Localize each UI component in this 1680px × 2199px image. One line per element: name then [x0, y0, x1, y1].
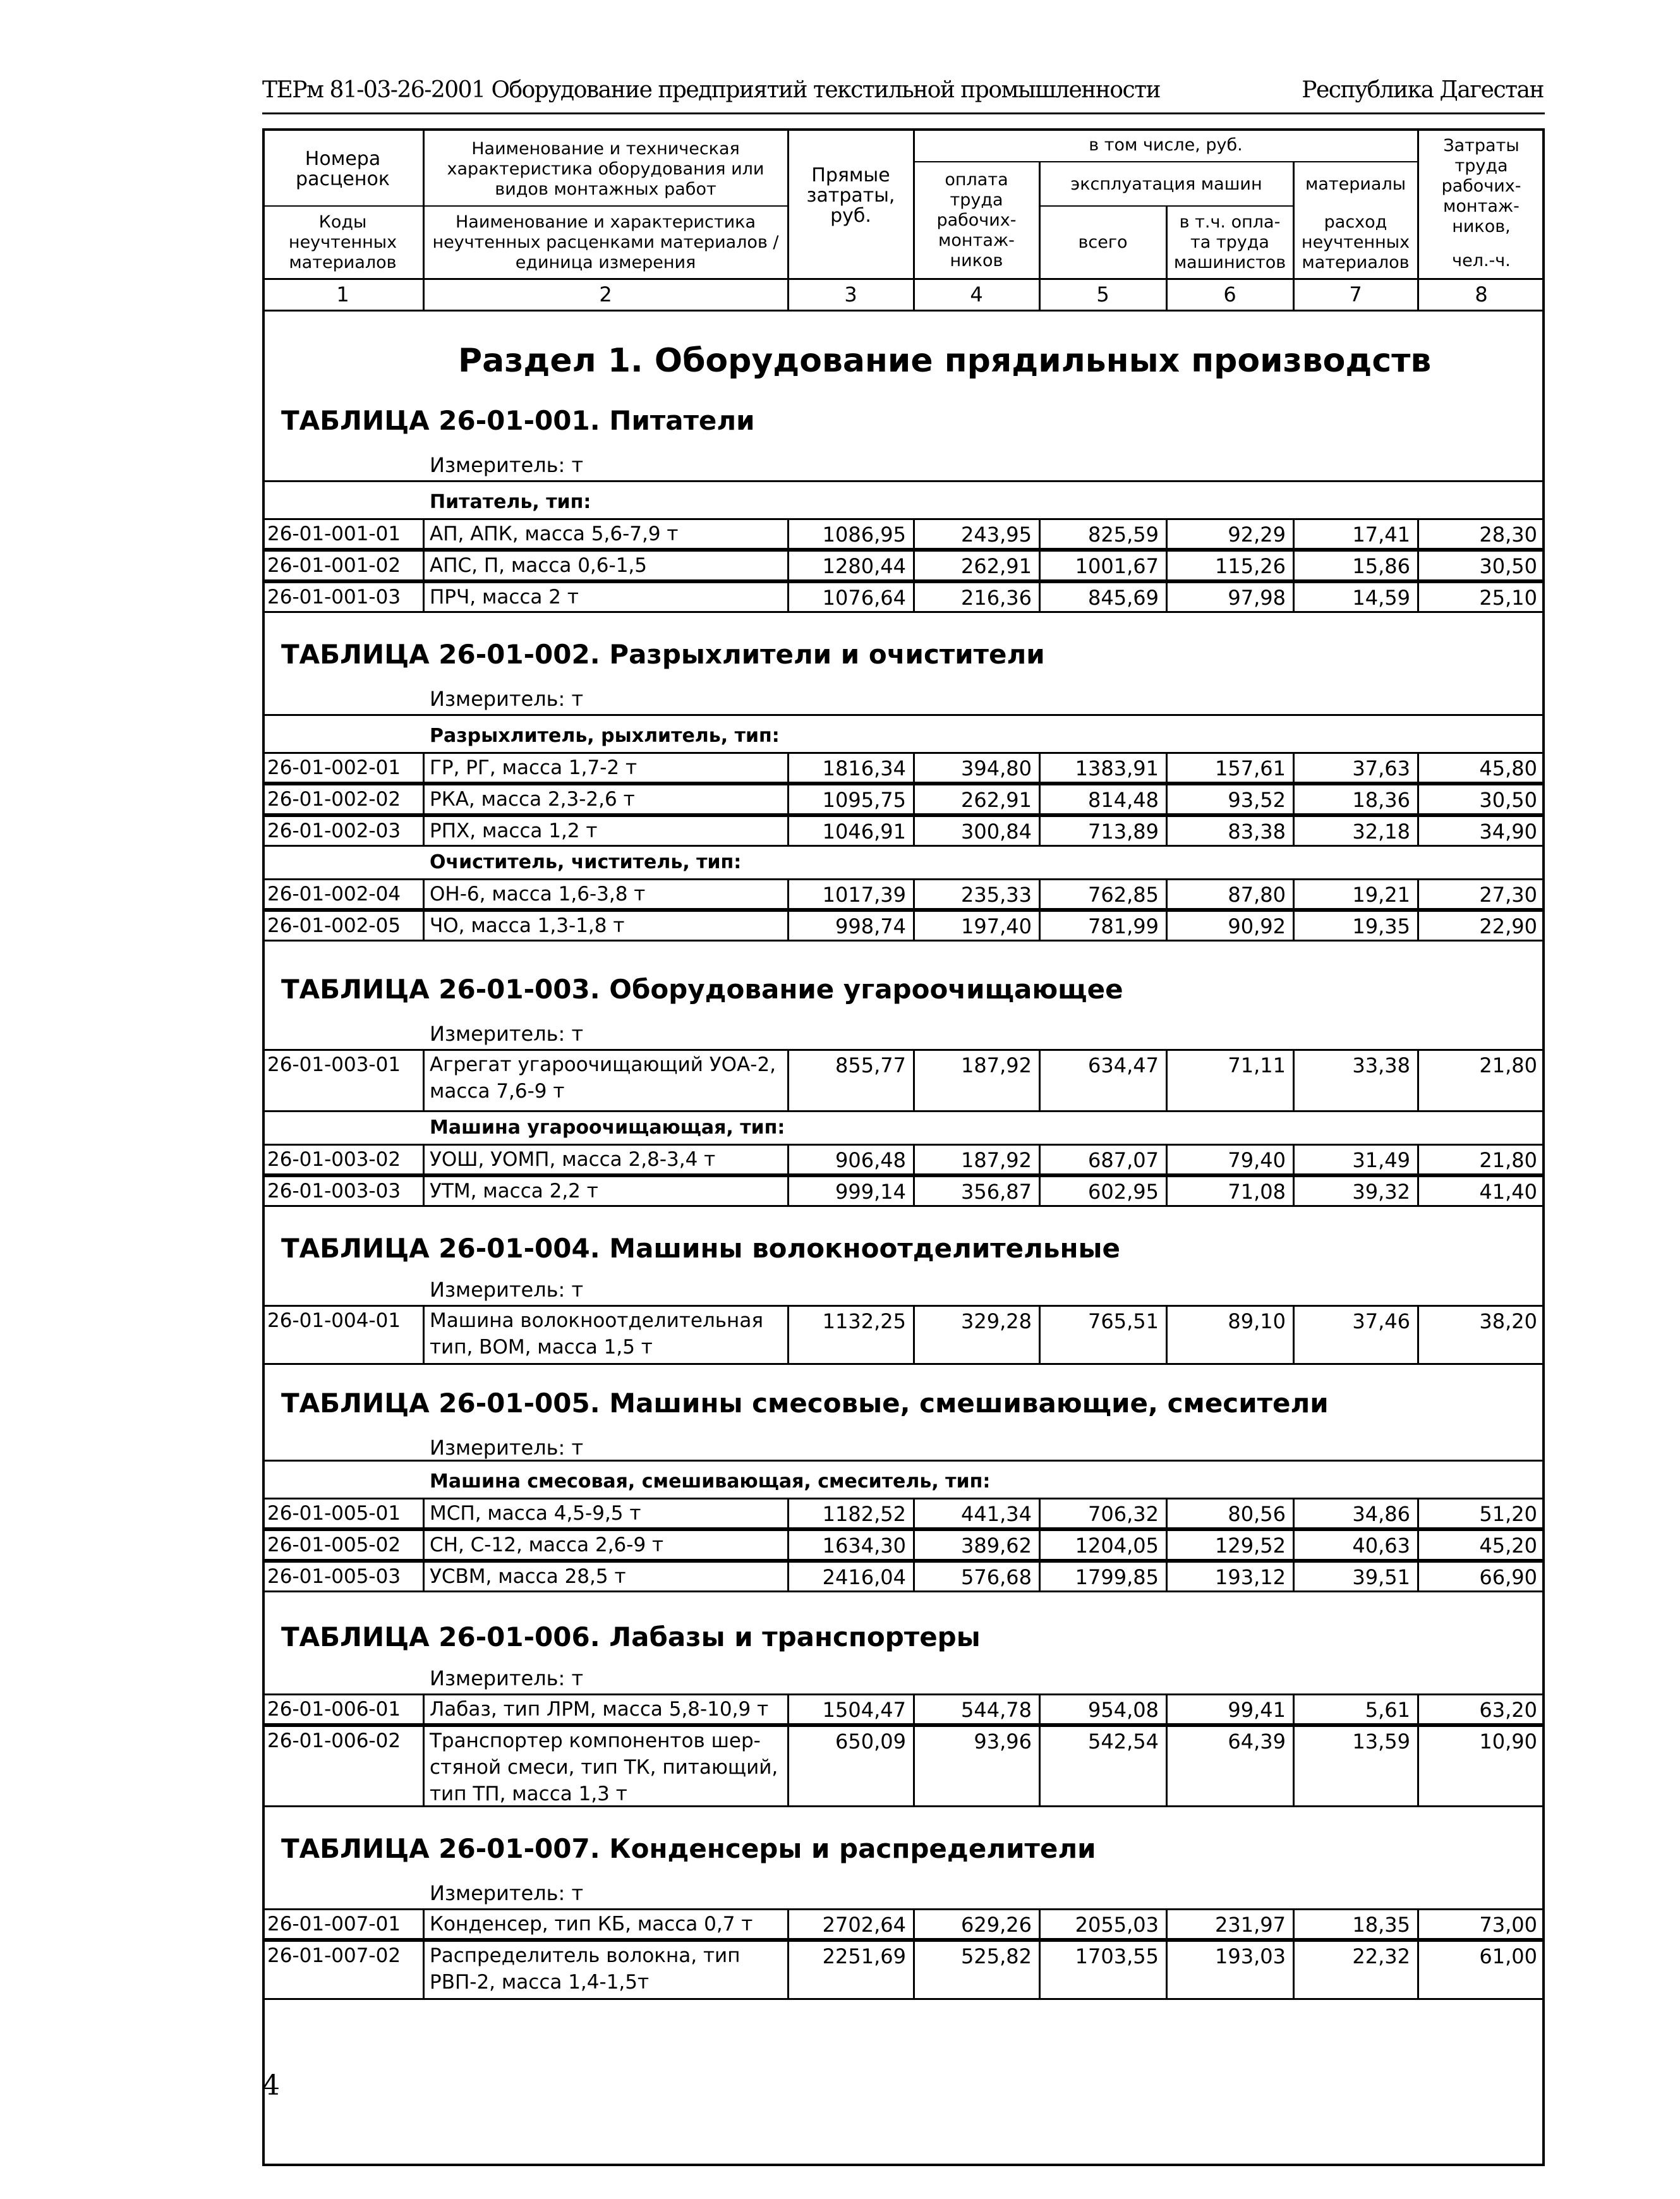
numeric-value: 1132,25	[822, 1309, 906, 1333]
rate-code: 26-01-005-03	[267, 1565, 401, 1588]
numeric-value: 61,00	[1479, 1944, 1537, 1968]
section-rule	[262, 1908, 1545, 1910]
table-title: ТАБЛИЦА 26-01-001. Питатели	[281, 405, 755, 436]
column-number: 1	[336, 282, 349, 306]
column-number: 2	[599, 282, 612, 306]
item-name: РВП-2, масса 1,4-1,5т	[430, 1971, 650, 1994]
col2-header-bottom: Наименование и характеристика неучтенных расценками материалов / единица измерения	[432, 212, 779, 272]
column-number: 4	[970, 282, 983, 306]
numeric-value: 63,20	[1479, 1698, 1537, 1722]
section-rule	[262, 278, 1545, 280]
rate-code: 26-01-007-02	[267, 1944, 401, 1967]
group-heading: Машина смесовая, смешивающая, смеситель, тип:	[430, 1470, 991, 1493]
table-title: ТАБЛИЦА 26-01-003. Оборудование угароочищающее	[281, 974, 1123, 1005]
numeric-value: 394,80	[961, 756, 1032, 780]
section-rule	[262, 611, 1545, 613]
section-rule	[262, 1590, 1545, 1592]
rate-code: 26-01-005-02	[267, 1534, 401, 1556]
numeric-value: 39,51	[1352, 1565, 1410, 1589]
numeric-value: 10,90	[1479, 1730, 1537, 1754]
numeric-value: 73,00	[1479, 1913, 1537, 1937]
numeric-value: 41,40	[1479, 1180, 1537, 1204]
section-rule	[262, 1363, 1545, 1365]
numeric-value: 602,95	[1088, 1180, 1159, 1204]
col6-header: в т.ч. опла-та труда машинистов	[1173, 212, 1286, 272]
numeric-value: 1816,34	[822, 756, 906, 780]
item-name: ГР, РГ, масса 1,7-2 т	[430, 756, 638, 779]
numeric-value: 1799,85	[1075, 1565, 1159, 1589]
numeric-value: 706,32	[1088, 1502, 1159, 1526]
item-name: УОШ, УОМП, масса 2,8-3,4 т	[430, 1148, 716, 1171]
numeric-value: 40,63	[1352, 1534, 1410, 1558]
column-number: 8	[1475, 282, 1488, 306]
rate-code: 26-01-001-02	[267, 554, 401, 577]
column-divider	[423, 1908, 425, 1940]
numeric-value: 22,32	[1352, 1944, 1410, 1968]
running-header-title: ТЕРм 81-03-26-2001 Оборудование предприятий текстильной промышленности	[262, 77, 1161, 103]
unit-label: Измеритель: т	[430, 1278, 584, 1302]
numeric-value: 89,10	[1228, 1309, 1286, 1333]
section-rule	[262, 1110, 1545, 1112]
col7-header: расход неучтенных материалов	[1301, 212, 1410, 272]
column-divider	[423, 1049, 425, 1112]
numeric-value: 542,54	[1088, 1730, 1159, 1754]
numeric-value: 37,46	[1352, 1309, 1410, 1333]
numeric-value: 1204,05	[1075, 1534, 1159, 1558]
numeric-value: 2251,69	[822, 1944, 906, 1968]
section-rule	[262, 310, 1545, 312]
section-rule	[262, 752, 1545, 754]
item-name: СН, С-12, масса 2,6-9 т	[430, 1534, 664, 1556]
section-rule	[262, 550, 1545, 552]
numeric-value: 713,89	[1088, 820, 1159, 844]
numeric-value: 650,09	[835, 1730, 906, 1754]
rate-code: 26-01-003-02	[267, 1148, 401, 1171]
section-rule	[262, 815, 1545, 817]
section-rule	[262, 1805, 1545, 1807]
numeric-value: 193,12	[1215, 1565, 1286, 1589]
numeric-value: 87,80	[1228, 883, 1286, 907]
numeric-value: 634,47	[1088, 1053, 1159, 1077]
numeric-value: 1703,55	[1075, 1944, 1159, 1968]
numeric-value: 97,98	[1228, 586, 1286, 610]
col4-header: оплата труда рабочих-монтаж-ников	[936, 170, 1017, 270]
numeric-value: 1383,91	[1075, 756, 1159, 780]
numeric-value: 1076,64	[822, 586, 906, 610]
numeric-value: 2702,64	[822, 1913, 906, 1937]
item-name: Агрегат угароочищающий УОА-2,	[430, 1053, 777, 1076]
section-rule	[262, 878, 1545, 880]
table-title: ТАБЛИЦА 26-01-007. Конденсеры и распределители	[281, 1833, 1096, 1864]
numeric-value: 30,50	[1479, 788, 1537, 812]
section-rule	[262, 940, 1545, 942]
column-divider	[423, 1693, 425, 1725]
numeric-value: 781,99	[1088, 914, 1159, 938]
numeric-value: 39,32	[1352, 1180, 1410, 1204]
col5-header: всего	[1078, 233, 1128, 252]
col8-header: Затраты труда рабочих-монтаж-ников,	[1441, 136, 1521, 236]
numeric-value: 115,26	[1215, 554, 1286, 578]
numeric-value: 193,03	[1215, 1944, 1286, 1968]
numeric-value: 999,14	[835, 1180, 906, 1204]
materials-header: материалы	[1305, 174, 1406, 194]
numeric-value: 17,41	[1352, 523, 1410, 547]
table-title: ТАБЛИЦА 26-01-006. Лабазы и транспортеры	[281, 1621, 981, 1652]
numeric-value: 90,92	[1228, 914, 1286, 938]
col1-header-bottom: Коды неучтенных материалов	[288, 212, 397, 272]
numeric-value: 243,95	[961, 523, 1032, 547]
rate-code: 26-01-006-02	[267, 1730, 401, 1752]
section-rule	[262, 1175, 1545, 1177]
numeric-value: 825,59	[1088, 523, 1159, 547]
section-rule	[262, 1144, 1545, 1146]
item-name: Распределитель волокна, тип	[430, 1944, 740, 1967]
numeric-value: 300,84	[961, 820, 1032, 844]
row-rule	[262, 205, 788, 207]
numeric-value: 18,35	[1352, 1913, 1410, 1937]
item-name: РПХ, масса 1,2 т	[430, 820, 598, 842]
numeric-value: 525,82	[961, 1944, 1032, 1968]
numeric-value: 129,52	[1215, 1534, 1286, 1558]
numeric-value: 762,85	[1088, 883, 1159, 907]
column-divider	[423, 518, 425, 550]
section-rule	[262, 518, 1545, 520]
numeric-value: 687,07	[1088, 1148, 1159, 1172]
numeric-value: 18,36	[1352, 788, 1410, 812]
item-name: РКА, масса 2,3-2,6 т	[430, 788, 635, 811]
numeric-value: 765,51	[1088, 1309, 1159, 1333]
numeric-value: 22,90	[1479, 914, 1537, 938]
col8-header-unit: чел.-ч.	[1452, 250, 1511, 270]
rate-code: 26-01-002-01	[267, 756, 401, 779]
numeric-value: 1182,52	[822, 1502, 906, 1526]
section-rule	[262, 581, 1545, 583]
numeric-value: 262,91	[961, 788, 1032, 812]
column-divider	[423, 1940, 425, 2000]
numeric-value: 14,59	[1352, 586, 1410, 610]
numeric-value: 30,50	[1479, 554, 1537, 578]
page-number: 4	[262, 2069, 280, 2102]
item-name: АП, АПК, масса 5,6-7,9 т	[430, 523, 679, 545]
rate-code: 26-01-004-01	[267, 1309, 401, 1332]
column-divider	[423, 910, 425, 942]
numeric-value: 80,56	[1228, 1502, 1286, 1526]
item-name: Лабаз, тип ЛРМ, масса 5,8-10,9 т	[430, 1698, 769, 1721]
numeric-value: 37,63	[1352, 756, 1410, 780]
item-name: МСП, масса 4,5-9,5 т	[430, 1502, 641, 1525]
numeric-value: 157,61	[1215, 756, 1286, 780]
section-rule	[262, 1561, 1545, 1563]
column-divider	[423, 1175, 425, 1207]
numeric-value: 187,92	[961, 1148, 1032, 1172]
rate-code: 26-01-002-04	[267, 883, 401, 906]
header-rule	[262, 112, 1545, 114]
table-title: ТАБЛИЦА 26-01-005. Машины смесовые, смешивающие, смесители	[281, 1388, 1329, 1419]
item-name: ОН-6, масса 1,6-3,8 т	[430, 883, 646, 906]
rate-code: 26-01-007-01	[267, 1913, 401, 1935]
rate-code: 26-01-002-03	[267, 820, 401, 842]
rate-code: 26-01-003-03	[267, 1180, 401, 1202]
numeric-value: 33,38	[1352, 1053, 1410, 1077]
numeric-value: 2416,04	[822, 1565, 906, 1589]
numeric-value: 19,35	[1352, 914, 1410, 938]
numeric-value: 31,49	[1352, 1148, 1410, 1172]
numeric-value: 845,69	[1088, 586, 1159, 610]
numeric-value: 235,33	[961, 883, 1032, 907]
numeric-value: 64,39	[1228, 1730, 1286, 1754]
numeric-value: 1280,44	[822, 554, 906, 578]
rate-code: 26-01-005-01	[267, 1502, 401, 1525]
item-name: масса 7,6-9 т	[430, 1080, 565, 1103]
column-divider	[423, 752, 425, 784]
item-name: ПРЧ, масса 2 т	[430, 586, 579, 609]
numeric-value: 356,87	[961, 1180, 1032, 1204]
group-heading: Питатель, тип:	[430, 491, 591, 513]
column-divider	[423, 550, 425, 581]
column-divider	[423, 1561, 425, 1592]
numeric-value: 92,29	[1228, 523, 1286, 547]
numeric-value: 1095,75	[822, 788, 906, 812]
numeric-value: 1001,67	[1075, 554, 1159, 578]
section-rule	[262, 1998, 1545, 2000]
unit-label: Измеритель: т	[430, 687, 584, 711]
numeric-value: 1634,30	[822, 1534, 906, 1558]
unit-label: Измеритель: т	[430, 1022, 584, 1046]
rate-code: 26-01-003-01	[267, 1053, 401, 1076]
item-name: ЧО, масса 1,3-1,8 т	[430, 914, 625, 937]
numeric-value: 83,38	[1228, 820, 1286, 844]
numeric-value: 51,20	[1479, 1502, 1537, 1526]
numeric-value: 93,96	[974, 1730, 1032, 1754]
numeric-value: 998,74	[835, 914, 906, 938]
section-title: Раздел 1. Оборудование прядильных производств	[458, 342, 1432, 380]
row-rule	[914, 161, 1418, 162]
section-rule	[262, 480, 1545, 482]
numeric-value: 34,90	[1479, 820, 1537, 844]
numeric-value: 197,40	[961, 914, 1032, 938]
numeric-value: 38,20	[1479, 1309, 1537, 1333]
running-header-region: Республика Дагестан	[1302, 77, 1544, 103]
column-divider	[423, 1144, 425, 1175]
unit-label: Измеритель: т	[430, 1881, 584, 1905]
section-rule	[262, 1693, 1545, 1695]
numeric-value: 1086,95	[822, 523, 906, 547]
numeric-value: 855,77	[835, 1053, 906, 1077]
column-divider	[423, 1305, 425, 1365]
numeric-value: 93,52	[1228, 788, 1286, 812]
table-title: ТАБЛИЦА 26-01-002. Разрыхлители и очистители	[281, 639, 1045, 670]
column-divider	[423, 815, 425, 847]
incl-header: в том числе, руб.	[1089, 135, 1243, 155]
section-rule	[262, 1498, 1545, 1499]
section-rule	[262, 1529, 1545, 1531]
column-divider	[423, 1725, 425, 1807]
numeric-value: 19,21	[1352, 883, 1410, 907]
section-rule	[262, 784, 1545, 785]
numeric-value: 28,30	[1479, 523, 1537, 547]
numeric-value: 5,61	[1365, 1698, 1410, 1722]
group-heading: Разрыхлитель, рыхлитель, тип:	[430, 725, 780, 747]
item-name: тип ТП, масса 1,3 т	[430, 1783, 627, 1805]
rate-code: 26-01-001-03	[267, 586, 401, 609]
numeric-value: 906,48	[835, 1148, 906, 1172]
col2-header-top: Наименование и техническая характеристика оборудования или видов монтажных работ	[447, 138, 764, 199]
numeric-value: 441,34	[961, 1502, 1032, 1526]
section-rule	[262, 1940, 1545, 1942]
unit-label: Измеритель: т	[430, 453, 584, 477]
rate-code: 26-01-001-01	[267, 523, 401, 545]
section-rule	[262, 714, 1545, 716]
row-rule	[1039, 205, 1293, 207]
numeric-value: 2055,03	[1075, 1913, 1159, 1937]
section-rule	[262, 1460, 1545, 1462]
column-number: 7	[1349, 282, 1362, 306]
numeric-value: 21,80	[1479, 1148, 1537, 1172]
numeric-value: 15,86	[1352, 554, 1410, 578]
item-name: тип, ВОМ, масса 1,5 т	[430, 1336, 653, 1359]
unit-label: Измеритель: т	[430, 1666, 584, 1690]
numeric-value: 814,48	[1088, 788, 1159, 812]
item-name: стяной смеси, тип ТК, питающий,	[430, 1756, 778, 1779]
unit-label: Измеритель: т	[430, 1436, 584, 1460]
column-divider	[423, 784, 425, 815]
numeric-value: 216,36	[961, 586, 1032, 610]
column-divider	[423, 1529, 425, 1561]
numeric-value: 544,78	[961, 1698, 1032, 1722]
numeric-value: 21,80	[1479, 1053, 1537, 1077]
numeric-value: 99,41	[1228, 1698, 1286, 1722]
item-name: АПС, П, масса 0,6-1,5	[430, 554, 647, 577]
numeric-value: 45,80	[1479, 756, 1537, 780]
item-name: Конденсер, тип КБ, масса 0,7 т	[430, 1913, 753, 1935]
numeric-value: 231,97	[1215, 1913, 1286, 1937]
section-rule	[262, 1305, 1545, 1307]
numeric-value: 1017,39	[822, 883, 906, 907]
numeric-value: 954,08	[1088, 1698, 1159, 1722]
section-rule	[262, 1725, 1545, 1727]
section-rule	[262, 910, 1545, 912]
item-name: УТМ, масса 2,2 т	[430, 1180, 598, 1202]
numeric-value: 1046,91	[822, 820, 906, 844]
column-number: 6	[1223, 282, 1236, 306]
numeric-value: 187,92	[961, 1053, 1032, 1077]
item-name: Машина волокноотделительная	[430, 1309, 763, 1332]
numeric-value: 27,30	[1479, 883, 1537, 907]
numeric-value: 1504,47	[822, 1698, 906, 1722]
numeric-value: 32,18	[1352, 820, 1410, 844]
numeric-value: 25,10	[1479, 586, 1537, 610]
rate-code: 26-01-002-02	[267, 788, 401, 811]
column-number: 5	[1096, 282, 1109, 306]
numeric-value: 79,40	[1228, 1148, 1286, 1172]
section-rule	[262, 845, 1545, 847]
column-divider	[423, 1498, 425, 1529]
numeric-value: 389,62	[961, 1534, 1032, 1558]
item-name: УСВМ, масса 28,5 т	[430, 1565, 626, 1588]
numeric-value: 66,90	[1479, 1565, 1537, 1589]
item-name: Транспортер компонентов шер-	[430, 1730, 761, 1752]
numeric-value: 45,20	[1479, 1534, 1537, 1558]
numeric-value: 262,91	[961, 554, 1032, 578]
numeric-value: 576,68	[961, 1565, 1032, 1589]
col1-header-top: Номера расценок	[296, 147, 390, 190]
numeric-value: 34,86	[1352, 1502, 1410, 1526]
column-divider	[423, 581, 425, 613]
col3-header: Прямые затраты, руб.	[806, 164, 895, 227]
section-rule	[262, 1205, 1545, 1207]
section-rule	[262, 1049, 1545, 1051]
rate-code: 26-01-002-05	[267, 914, 401, 937]
table-title: ТАБЛИЦА 26-01-004. Машины волокноотделительные	[281, 1233, 1120, 1264]
machines-header: эксплуатация машин	[1070, 174, 1262, 194]
numeric-value: 71,11	[1228, 1053, 1286, 1077]
column-number: 3	[844, 282, 857, 306]
numeric-value: 13,59	[1352, 1730, 1410, 1754]
rate-code: 26-01-006-01	[267, 1698, 401, 1721]
group-heading: Очиститель, чиститель, тип:	[430, 851, 742, 873]
numeric-value: 71,08	[1228, 1180, 1286, 1204]
group-heading: Машина угароочищающая, тип:	[430, 1117, 785, 1139]
numeric-value: 629,26	[961, 1913, 1032, 1937]
numeric-value: 329,28	[961, 1309, 1032, 1333]
column-divider	[423, 878, 425, 910]
